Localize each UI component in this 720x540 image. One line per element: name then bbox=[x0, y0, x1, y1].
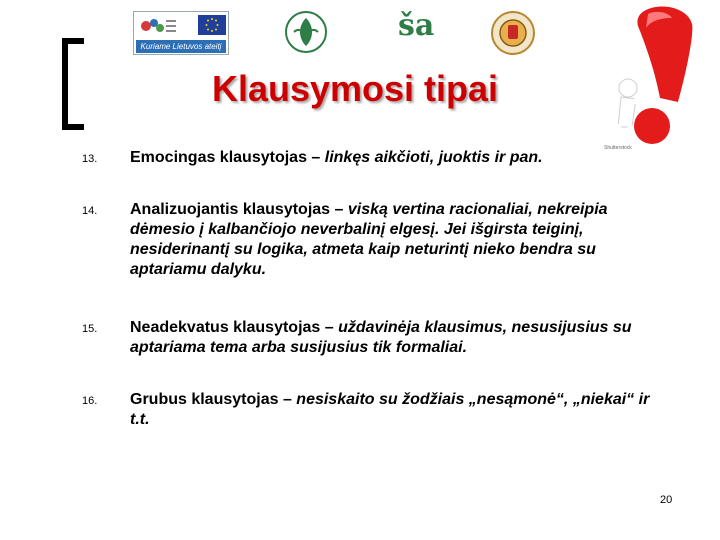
item-number: 14. bbox=[82, 205, 98, 217]
leaf-emblem-logo bbox=[284, 10, 328, 54]
item-description: viską vertina racionaliai, nekreipia dėmesio į kalbančiojo neverbalinį elgesį. Jei išgirsta teiginį, nesiderinantį su logika, atmeta kaip neturintį nieko bendra su aptariamu dalyku. bbox=[130, 201, 608, 278]
item-description: linkęs aikčioti, juoktis ir pan. bbox=[320, 149, 543, 166]
item-description: nesiskaito su žodžiais „nesąmonė“, „niekai“ ir t.t. bbox=[130, 391, 650, 428]
item-description: uždavinėja klausimus, nesusijusius su aptariama tema arba susijusius tik formaliai. bbox=[130, 319, 632, 356]
eu-flag-icon bbox=[198, 15, 226, 35]
item-term: Neadekvatus klausytojas – bbox=[130, 319, 334, 336]
item-text bbox=[130, 200, 660, 280]
item-text bbox=[130, 390, 660, 430]
item-term: Grubus klausytojas – bbox=[130, 391, 292, 408]
item-term: Emocingas klausytojas – bbox=[130, 149, 321, 166]
item-number: 15. bbox=[82, 323, 98, 335]
page-number: 20 bbox=[660, 494, 673, 506]
image-credit: Shutterstock bbox=[604, 145, 632, 151]
item-text bbox=[130, 318, 660, 358]
sa-monogram-logo: ša bbox=[398, 8, 435, 43]
round-seal-logo bbox=[490, 10, 536, 56]
item-number: 16. bbox=[82, 395, 98, 407]
exclamation-mark-figure-icon bbox=[588, 2, 706, 154]
item-number: 13. bbox=[82, 153, 98, 165]
slide-title: Klausymosi tipai bbox=[211, 68, 499, 109]
eu-structural-funds-logo bbox=[133, 11, 229, 55]
item-text bbox=[130, 148, 660, 168]
esf-emblem-icon bbox=[138, 15, 178, 37]
eu-slogan: Kuriame Lietuvos ateitį bbox=[136, 40, 226, 53]
item-term: Analizuojantis klausytojas – bbox=[130, 201, 344, 218]
